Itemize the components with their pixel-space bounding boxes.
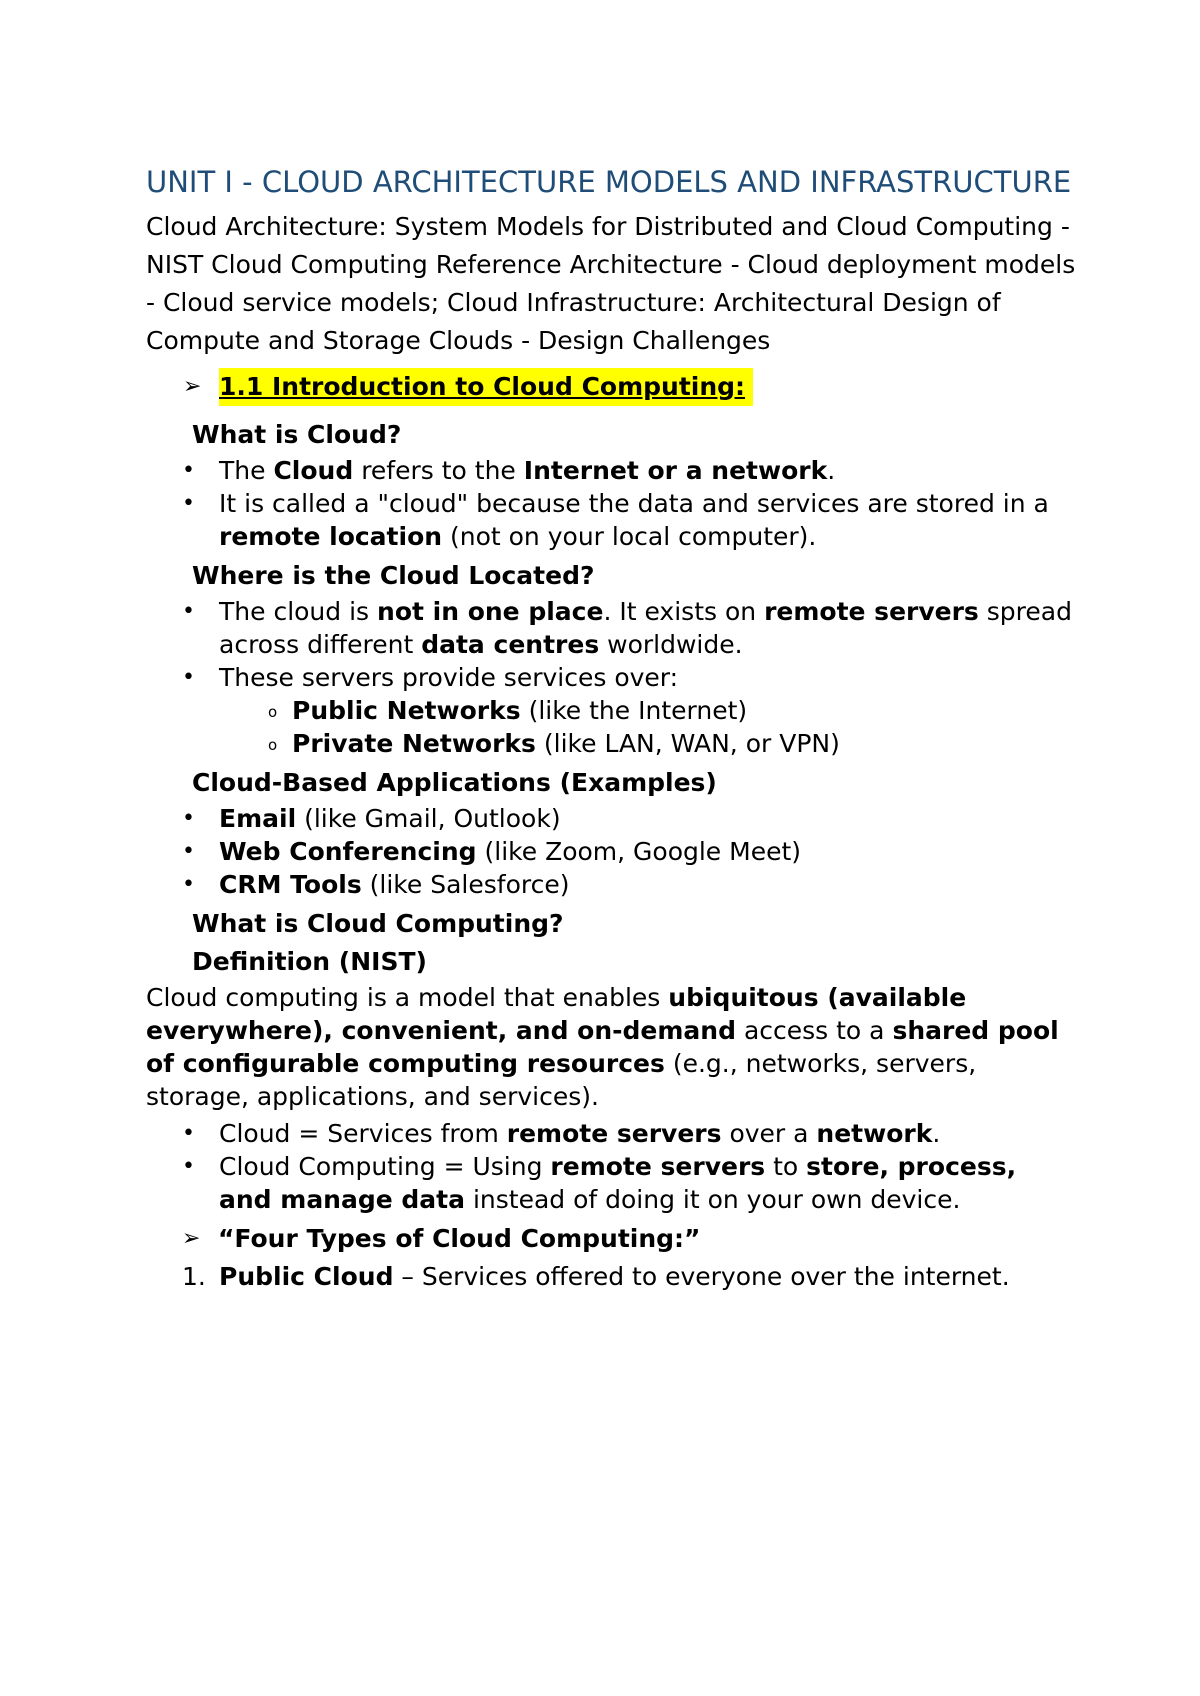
- apps-list: [146, 802, 1076, 901]
- what-is-cc-heading: What is Cloud Computing?: [192, 909, 564, 938]
- syllabus-text: Cloud Architecture: System Models for Distributed and Cloud Computing - NIST Cloud Computing Reference Architecture - Cloud deployment models - Cloud service models; Cloud Infrastructure: Architectural Design of Compute and Storage Clouds - Design Challenges: [146, 212, 1076, 355]
- bullet-icon: •: [182, 599, 195, 624]
- where-located-heading: Where is the Cloud Located?: [192, 561, 595, 590]
- bullet-icon: •: [182, 1154, 195, 1179]
- bullet-icon: •: [182, 806, 195, 831]
- list-item: • The Cloud refers to the Internet or a network.: [182, 456, 836, 485]
- bullet-icon: •: [182, 491, 195, 516]
- list-item: • These servers provide services over: o Public Networks (like the Internet) o Private Networks (like LAN, WAN, or VPN): [146, 661, 1076, 760]
- list-item: o Private Networks (like LAN, WAN, or VPN): [146, 727, 1076, 760]
- definition-paragraph: Cloud computing is a model that enables ubiquitous (available everywhere), convenient, and on-demand access to a shared pool of configurable computing resources (e.g., networks, servers, storage, applications, and services).: [146, 983, 1059, 1111]
- unit-title: UNIT I - CLOUD ARCHITECTURE MODELS AND INFRASTRUCTURE: [146, 165, 1072, 199]
- bullet-icon: •: [182, 458, 195, 483]
- apps-heading: Cloud-Based Applications (Examples): [192, 768, 717, 797]
- where-located-list: [146, 595, 1076, 760]
- bullet-icon: •: [182, 839, 195, 864]
- four-types-heading: ➢ “Four Types of Cloud Computing:”: [182, 1220, 1076, 1258]
- list-item: • Cloud = Services from remote servers over a network.: [182, 1119, 941, 1148]
- what-is-cloud-heading: What is Cloud?: [192, 420, 402, 449]
- network-types-list: [146, 694, 1076, 760]
- bullet-icon: •: [182, 872, 195, 897]
- definition-heading: Definition (NIST): [192, 947, 427, 976]
- bullet-icon: •: [182, 1121, 195, 1146]
- arrow-bullet-icon: ➢: [182, 1226, 201, 1251]
- list-item: • It is called a "cloud" because the data and services are stored in a remote location (not on your local computer).: [182, 489, 1049, 551]
- what-is-cloud-list: [146, 454, 1076, 553]
- section-heading-1-1: [183, 368, 1076, 406]
- list-item: • Web Conferencing (like Zoom, Google Meet): [182, 837, 802, 866]
- list-item: • Email (like Gmail, Outlook): [182, 804, 561, 833]
- arrow-bullet-icon: ➢: [183, 374, 202, 399]
- list-item: o Public Networks (like the Internet): [146, 694, 1076, 727]
- list-item: • The cloud is not in one place. It exists on remote servers spread across different data centres worldwide.: [182, 597, 1072, 659]
- list-item: 1. Public Cloud – Services offered to everyone over the internet.: [182, 1262, 1010, 1291]
- list-item: • CRM Tools (like Salesforce): [182, 870, 570, 899]
- section-title: 1.1 Introduction to Cloud Computing:: [219, 368, 753, 406]
- document-page: [146, 160, 1076, 1296]
- circle-bullet-icon: o: [268, 736, 278, 754]
- bullet-icon: •: [182, 665, 195, 690]
- cc-summary-list: [146, 1117, 1076, 1216]
- list-item: • Cloud Computing = Using remote servers to store, process, and manage data instead of doing it on your own device.: [182, 1152, 1017, 1214]
- circle-bullet-icon: o: [268, 703, 278, 721]
